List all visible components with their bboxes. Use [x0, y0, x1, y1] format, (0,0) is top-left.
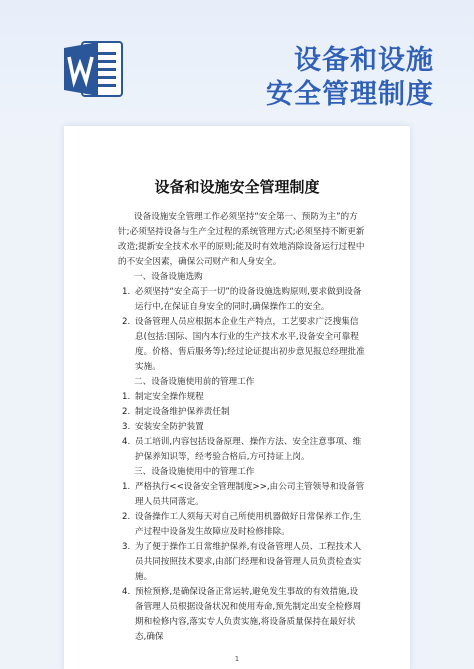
section-heading: 一、设备设施选购 — [134, 272, 203, 282]
item-text: 制定安全操作规程 — [135, 392, 204, 402]
item-text: 严格执行<<设备安全管理制度>>,由公司主管领导和设备管理人员共同落定。 — [135, 482, 365, 507]
document-page — [64, 126, 410, 669]
list-item — [118, 405, 366, 420]
item-text: 制定设备维护保养责任制 — [135, 407, 230, 417]
list-item — [118, 435, 366, 465]
list-item — [118, 285, 366, 315]
page-number: 1 — [234, 655, 240, 663]
item-text: 为了便于操作工日常维护保养,有设备管理人员、工程技术人员共同按照技术要求,由部门经理和设备管理人员负责检查实施。 — [135, 542, 362, 582]
banner-title-line1: 设备和设施 — [294, 45, 434, 76]
list-item — [118, 480, 366, 510]
list-item — [118, 540, 366, 585]
list-item — [118, 315, 366, 375]
item-text: 预检预修,是确保设备正常运转,避免发生事故的有效措施,设备管理人员根据设备状况和使用寿命,预先制定出安全检修周期和检修内容,落实专人负责实施,将设备质量保持在最好状态,确保 — [135, 587, 362, 642]
item-number: 1. — [122, 287, 131, 297]
item-text: 必须坚持“安全高于一切”的设备设施选购原则,要求做到设备运行中,在保证自身安全的同时,确保操作工的安全。 — [135, 287, 362, 312]
list-item — [118, 585, 366, 645]
item-number: 3. — [122, 422, 131, 432]
item-number: 4. — [122, 437, 131, 447]
list-item — [118, 510, 366, 540]
item-number: 1. — [122, 392, 131, 402]
item-number: 4. — [122, 587, 131, 597]
item-number: 2. — [122, 317, 131, 327]
banner-title — [184, 44, 434, 112]
list-item — [118, 420, 366, 435]
document-body — [118, 210, 366, 645]
item-text: 设备管理人员应根据本企业生产特点，工艺要求广泛搜集信息(包括:国际、国内本行业的生产技术水平,设备安全可靠程度。价格、售后服务等);经过论证提出初步意见报总经理批准实施。 — [135, 317, 365, 372]
item-number: 3. — [122, 542, 131, 552]
banner-title-line2: 安全管理制度 — [266, 79, 434, 110]
item-text: 设备操作工人须每天对自己所使用机器做好日常保养工作,生产过程中设备发生故障应及时检修排除。 — [135, 512, 362, 537]
list-item — [118, 390, 366, 405]
item-number: 2. — [122, 407, 131, 417]
section-heading: 二、设备设施使用前的管理工作 — [134, 377, 255, 387]
item-number: 2. — [122, 512, 131, 522]
intro-paragraph: 设备设施安全管理工作必须坚持“安全第一、预防为主”的方针;必须坚持设备与生产全过程的系统管理方式;必须坚持不断更新改造;提新安全技术水平的原则;能及时有效地消除设备运行过程中的不安全因素，确保公司财产和人身安全。 — [118, 212, 365, 267]
document-title: 设备和设施安全管理制度 — [154, 178, 320, 196]
section-heading: 三、设备设施使用中的管理工作 — [134, 467, 255, 477]
item-number: 1. — [122, 482, 131, 492]
item-text: 员工培训,内容包括设备原理、操作方法、安全注意事项、维护保养知识等，经考验合格后,方可持证上岗。 — [135, 437, 362, 462]
item-text: 安装安全防护装置 — [135, 422, 204, 432]
word-logo-icon — [64, 40, 124, 98]
